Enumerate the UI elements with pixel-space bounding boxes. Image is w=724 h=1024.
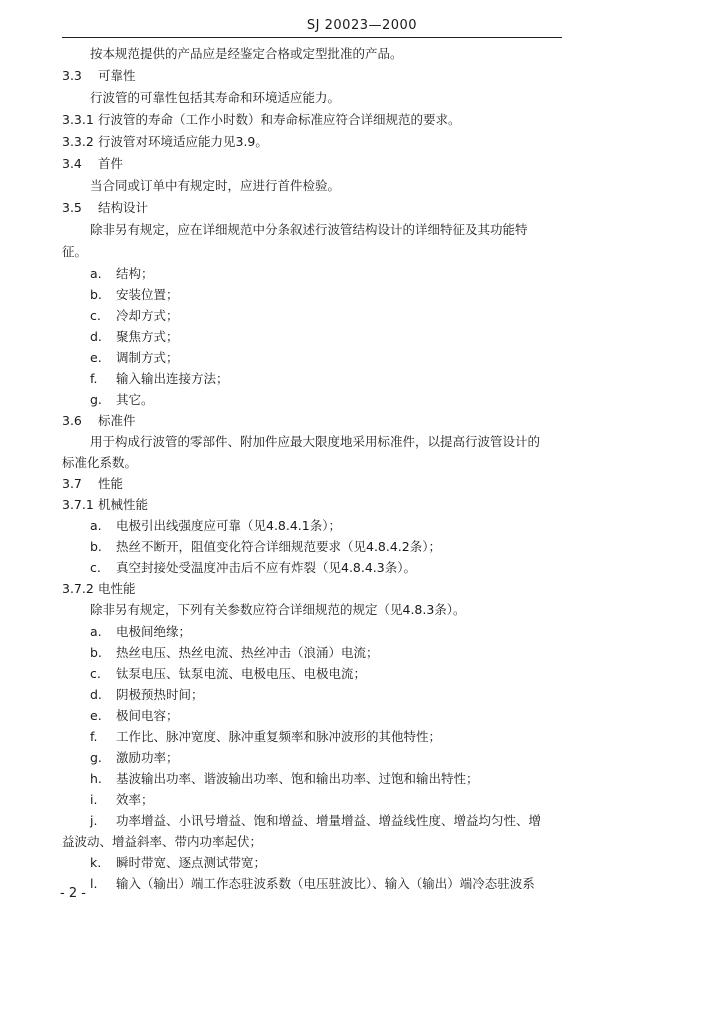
list-item: c. 钛泵电压、钛泵电流、电极电压、电极电流； xyxy=(90,666,367,681)
body-text: 除非另有规定，下列有关参数应符合详细规范的规定（见4.8.3条）。 xyxy=(90,602,466,617)
list-item: g. 激励功率； xyxy=(90,750,179,765)
list-item: c. 冷却方式； xyxy=(90,308,179,323)
list-item: a. 结构； xyxy=(90,266,154,281)
body-text: 益波动、增益斜率、带内功率起伏； xyxy=(62,834,263,849)
section-heading-3-3: 3.3 可靠性 xyxy=(62,68,136,83)
header-rule xyxy=(62,37,562,38)
list-item: i. 效率； xyxy=(90,792,154,807)
list-item: f. 输入输出连接方法； xyxy=(90,371,229,386)
list-item: l. 输入（输出）端工作态驻波系数（电压驻波比）、输入（输出）端冷态驻波系 xyxy=(90,876,535,891)
clause-3-7-1: 3.7.1 机械性能 xyxy=(62,497,149,512)
list-item: f. 工作比、脉冲宽度、脉冲重复频率和脉冲波形的其他特性； xyxy=(90,729,442,744)
list-item: k. 瞬时带宽、逐点测试带宽； xyxy=(90,855,267,870)
list-item: b. 安装位置； xyxy=(90,287,179,302)
document-code-header: SJ 20023—2000 xyxy=(306,18,418,33)
list-item: d. 阴极预热时间； xyxy=(90,687,204,702)
list-item: e. 极间电容； xyxy=(90,708,179,723)
body-text: 除非另有规定，应在详细规范中分条叙述行波管结构设计的详细特征及其功能特 xyxy=(90,222,528,237)
list-item: a. 电极引出线强度应可靠（见4.8.4.1条）； xyxy=(90,518,341,533)
section-heading-3-4: 3.4 首件 xyxy=(62,156,124,171)
body-text: 当合同或订单中有规定时，应进行首件检验。 xyxy=(90,178,341,193)
body-text: 标准化系数。 xyxy=(62,455,138,470)
list-item: g. 其它。 xyxy=(90,392,154,407)
body-text: 用于构成行波管的零部件、附加件应最大限度地采用标准件，以提高行波管设计的 xyxy=(90,434,541,449)
list-item: j. 功率增益、小讯号增益、饱和增益、增量增益、增益线性度、增益均匀性、增 xyxy=(90,813,542,828)
body-text: 行波管的可靠性包括其寿命和环境适应能力。 xyxy=(90,90,341,105)
clause-3-7-2: 3.7.2 电性能 xyxy=(62,581,136,596)
body-text: 征。 xyxy=(62,244,88,259)
list-item: c. 真空封接处受温度冲击后不应有炸裂（见4.8.4.3条）。 xyxy=(90,560,416,575)
section-heading-3-7: 3.7 性能 xyxy=(62,476,124,491)
list-item: d. 聚焦方式； xyxy=(90,329,179,344)
list-item: h. 基波输出功率、谐波输出功率、饱和输出功率、过饱和输出特性； xyxy=(90,771,479,786)
clause-3-3-2: 3.3.2 行波管对环境适应能力见3.9。 xyxy=(62,134,268,149)
page-number: - 2 - xyxy=(60,886,86,901)
list-item: e. 调制方式； xyxy=(90,350,179,365)
body-text: 按本规范提供的产品应是经鉴定合格或定型批准的产品。 xyxy=(90,46,403,61)
list-item: b. 热丝不断开，阻值变化符合详细规范要求（见4.8.4.2条）； xyxy=(90,539,441,554)
section-heading-3-6: 3.6 标准件 xyxy=(62,413,136,428)
clause-3-3-1: 3.3.1 行波管的寿命（工作小时数）和寿命标准应符合详细规范的要求。 xyxy=(62,112,461,127)
section-heading-3-5: 3.5 结构设计 xyxy=(62,200,149,215)
list-item: b. 热丝电压、热丝电流、热丝冲击（浪涌）电流； xyxy=(90,645,379,660)
list-item: a. 电极间绝缘； xyxy=(90,624,192,639)
